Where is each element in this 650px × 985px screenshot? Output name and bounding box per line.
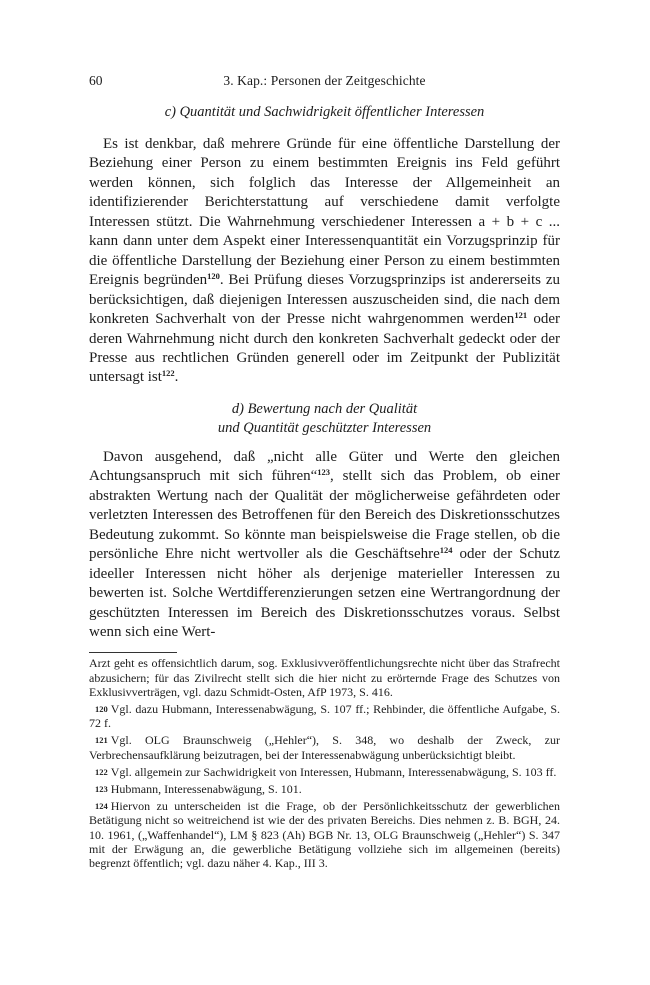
running-title: 3. Kap.: Personen der Zeitgeschichte [223,73,426,88]
section-c-heading: c) Quantität und Sachwidrigkeit öffentlicher Interessen [164,104,485,120]
footnote-text: Vgl. dazu Hubmann, Interessenabwägung, S. 107 ff.; Rehbinder, die öffentliche Aufgabe, S. 72 f. [89,702,560,731]
section-d-heading [89,400,560,438]
footnote-number: 122 [95,766,108,777]
para-text: , stellt sich das Problem, ob einer abstrakten Wertung nach der Qualität der möglicherweise gefährdeten oder verletzten Interessen des Betroffenen für den Bereich des Diskretionsschutzes Bedeutung zukommt. So könnte man beispielsweise die Frage stellen, ob die persönliche Ehre nicht wertvoller als die Geschäftsehre [89,468,560,563]
footnote-text: Vgl. OLG Braunschweig („Hehler“), S. 348, wo deshalb der Zweck, zur Verbrechensaufklärung beizutragen, bei der Interessenabwägung unberücksichtigt bleibt. [89,733,560,762]
section-c-paragraph [89,135,560,388]
footnote-continuation: Arzt geht es offensichtlich darum, sog. Exklusivveröffentlichungsrechte nicht über das Strafrecht abzusichern; für das Zivilrecht stellt sich die hier nicht zu erörternde Frage des Schutzes von Exklusivverträgen, vgl. dazu Schmidt-Osten, AfP 1973, S. 416. [89,656,560,699]
footnote-ref: 120 [207,271,220,282]
para-text: . Bei Prüfung dieses Vorzugsprinzips ist andererseits zu berücksichtigen, daß diejenigen Interessen auszuscheiden sind, die nach dem konkreten Sachverhalt von der Presse nicht wahrgenommen werden [89,272,560,328]
book-page [89,73,560,873]
footnote-ref: 121 [514,310,528,321]
footnote-number: 120 [95,704,108,715]
para-text: Davon ausgehend, daß „nicht alle Güter und Werte den gleichen Achtungsanspruch mit sich führen“ [89,448,560,485]
page-number: 60 [89,73,103,88]
footnote-text: Hiervon zu unterscheiden ist die Frage, ob der Persönlichkeitsschutz der gewerblichen Betätigung nicht so weitreichend ist wie der des privaten Bereichs. Dies nehmen z. B. BGH, 24. 10. 1961, („Waffenhandel“), LM § 823 (Ah) BGB Nr. 13, OLG Braunschweig („Hehler“) S. 347 mit der Erwägung an, die gewerbliche Betätigung vollziehe sich im allgemeinen (bereits) begrenzt öffentlich; vgl. dazu näher 4. Kap., III 3. [89,799,560,871]
footnote-item [89,702,560,730]
footnote-item [89,799,560,870]
footnote-number: 124 [95,801,108,812]
footnote-text: Vgl. allgemein zur Sachwidrigkeit von Interessen, Hubmann, Interessenabwägung, S. 103 ff. [110,764,557,779]
para-text: . [174,369,179,386]
footnote-ref: 123 [317,467,331,478]
footnote-number: 121 [95,735,108,746]
footnote-item [89,782,560,796]
para-text: oder deren Wahrnehmung nicht durch den konkreten Sachverhalt gedeckt oder der Presse aus rechtlichen Gründen generell oder im Zeitpunkt der Publizität untersagt ist [89,311,561,386]
footnote-text: Hubmann, Interessenabwägung, S. 101. [110,782,302,797]
footnotes [89,656,560,870]
footnote-number: 123 [95,784,108,795]
footnote-ref: 122 [161,368,175,379]
section-d-paragraph [89,448,560,643]
section-d-heading-line1: d) Bewertung nach der Qualität [231,400,418,417]
footnote-item [89,765,560,779]
section-d-heading-line2: und Quantität geschützter Interessen [217,419,432,436]
footnote-item [89,733,560,761]
footnote-ref: 124 [439,545,453,556]
footnote-divider [89,652,177,653]
page-header [89,73,560,95]
para-text: Es ist denkbar, daß mehrere Gründe für eine öffentliche Darstellung der Beziehung einer Person zu einem bestimmten Ereignis ins Feld geführt werden können, sich folglich das Interesse der Allgemeinheit an identifizierender Berichterstattung auf verschiedene damit verfolgte Interessen stützt. Die Wahrnehmung verschiedener Interessen a + b + c ... kann dann unter dem Aspekt einer Interessenquantität ein Vorzugsprinzip für die öffentliche Darstellung der Beziehung einer Person zu einem bestimmten Ereignis begründen [89,136,560,289]
para-text: oder der Schutz ideeller Interessen nicht höher als derjenige materieller Interessen zu bewerten ist. Solche Wertdifferenzierungen setzen eine Wertrangordnung der geschützten Interessen im Bereich des Diskretionsschutzes voraus. Selbst wenn sich eine Wert- [89,546,560,640]
